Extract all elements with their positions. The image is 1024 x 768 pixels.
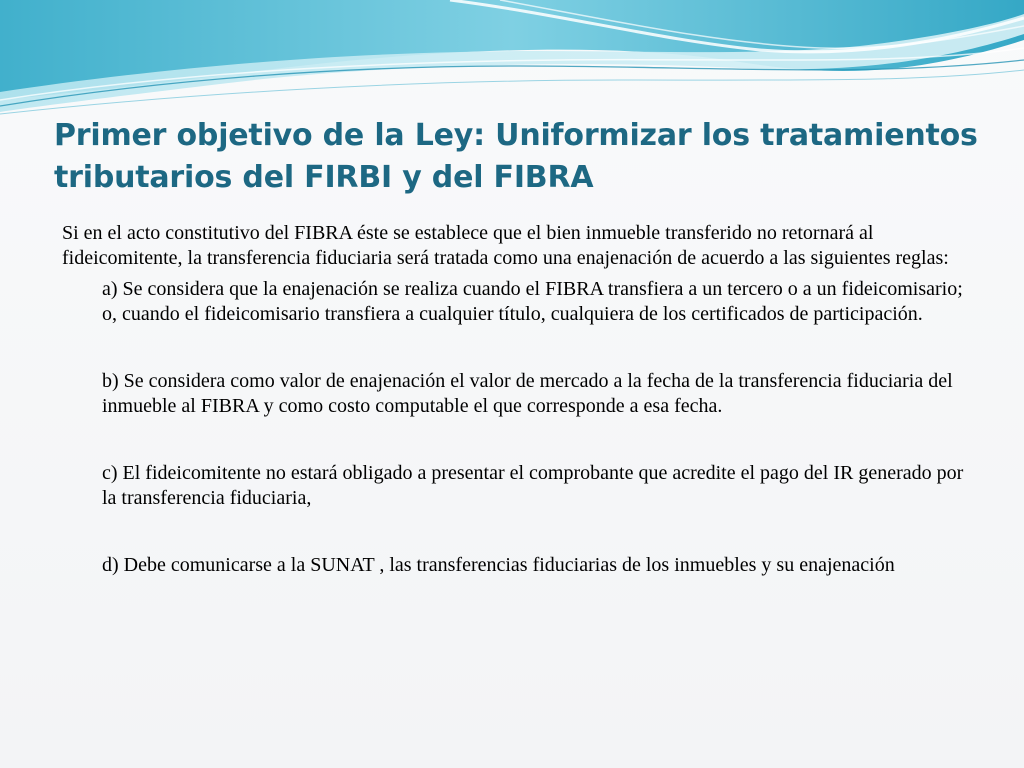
intro-paragraph: Si en el acto constitutivo del FIBRA éste se establece que el bien inmueble transferido no retornará al fideicomitente, la transferencia fiduciaria será tratada como una enajenación de acuerdo a las siguientes reglas: xyxy=(62,222,949,269)
header-wave-decoration xyxy=(0,0,1024,125)
slide-content xyxy=(62,221,972,578)
rule-item-a: a) Se considera que la enajenación se realiza cuando el FIBRA transfiera a un tercero o a un fideicomisario; o, cuando el fideicomisario transfiera a cualquier título, cualquiera de los certificados de participación. xyxy=(102,278,963,325)
slide-title: Primer objetivo de la Ley: Uniformizar los tratamientos tributarios del FIRBI y del FIBRA xyxy=(54,118,978,195)
rule-item-d: d) Debe comunicarse a la SUNAT , las transferencias fiduciarias de los inmuebles y su enajenación xyxy=(102,554,895,576)
rule-item-c: c) El fideicomitente no estará obligado a presentar el comprobante que acredite el pago del IR generado por la transferencia fiduciaria, xyxy=(102,462,964,509)
rule-item-b: b) Se considera como valor de enajenación el valor de mercado a la fecha de la transferencia fiduciaria del inmueble al FIBRA y como costo computable el que corresponde a esa fecha. xyxy=(102,370,953,417)
